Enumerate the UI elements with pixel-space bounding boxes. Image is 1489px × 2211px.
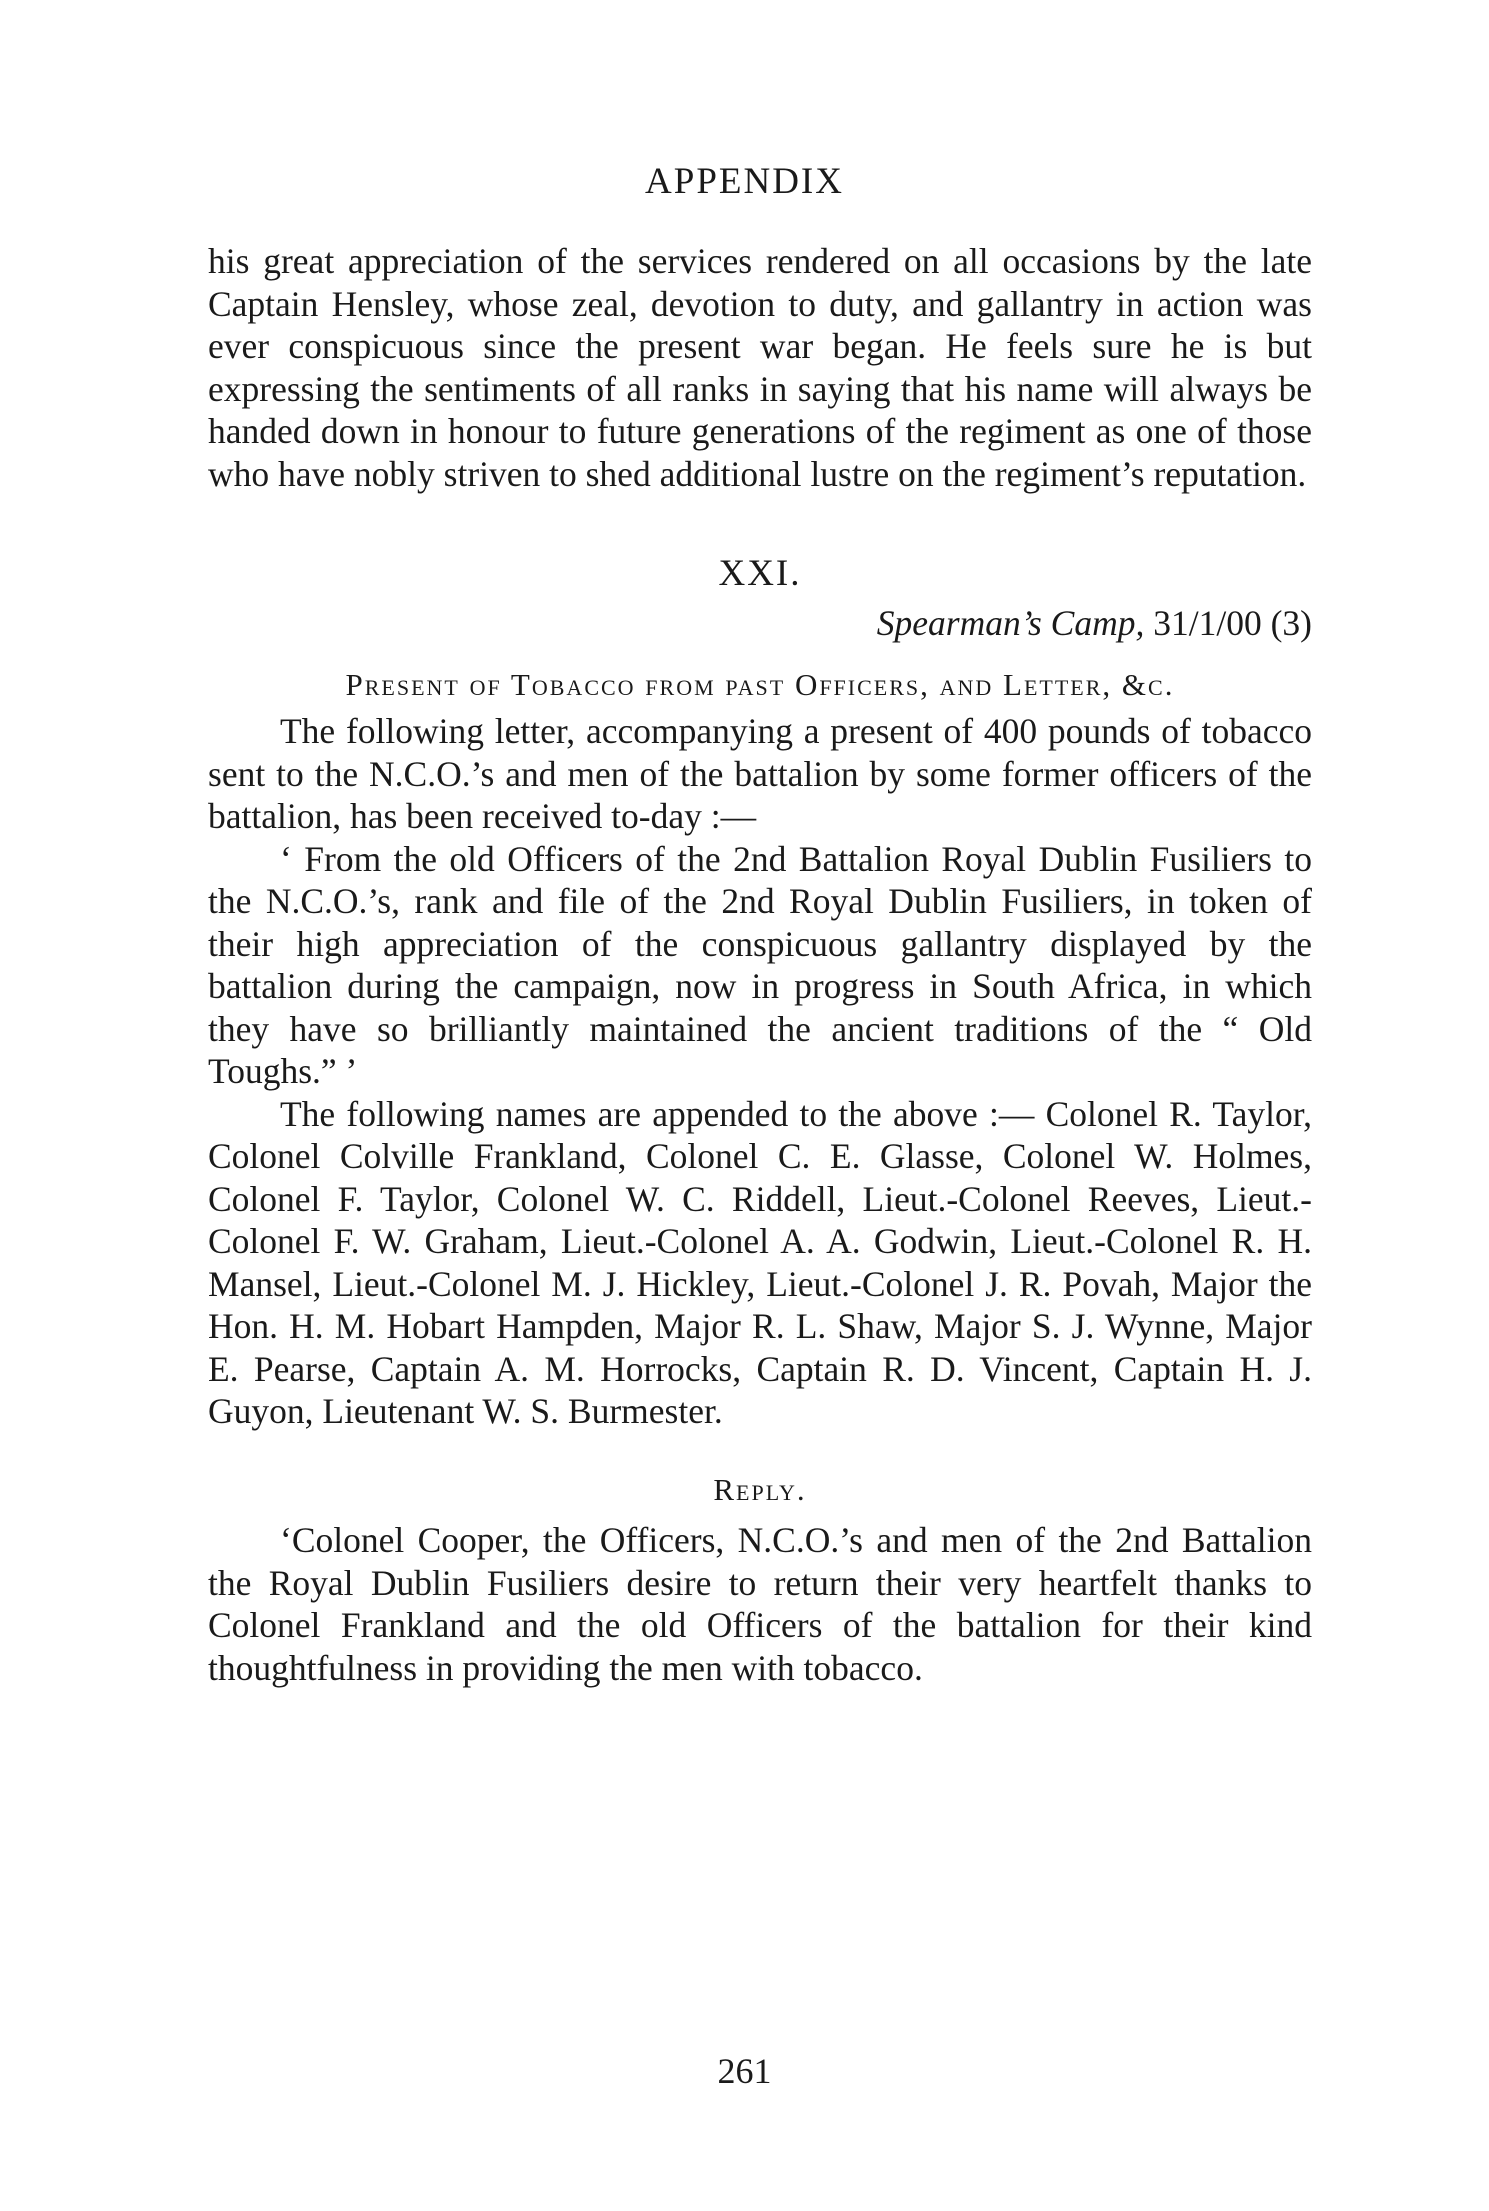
dateline-date: 31/1/00 (3) xyxy=(1144,602,1312,643)
reply-paragraph: ‘Colonel Cooper, the Officers, N.C.O.’s and men of the 2nd Battalion the Royal Dublin Fusiliers desire to return their very heartfelt thanks to Colonel Frankland and the old Officers of the battalion for their kind thoughtfulness in providing the men with tobacco. xyxy=(208,1520,1312,1688)
dateline xyxy=(208,602,1312,645)
section-number: XXI. xyxy=(718,553,802,594)
dateline-place: Spearman’s Camp, xyxy=(876,602,1145,643)
letter-paragraph: ‘ From the old Officers of the 2nd Battalion Royal Dublin Fusiliers to the N.C.O.’s, rank and file of the 2nd Royal Dublin Fusiliers, in token of their high appreciation of the conspicuous gallantry displayed by the battalion during the campaign, now in progress in South Africa, in which they have so brilliantly maintained the ancient traditions of the “ Old Toughs.” ’ xyxy=(208,838,1312,1091)
continuation-paragraph: his great appreciation of the services rendered on all occasions by the late Captain Hensley, whose zeal, devotion to duty, and gallantry in action was ever conspicuous since the present war began. He feels sure he is but expressing the sentiments of all ranks in saying that his name will always be handed down in honour to future generations of the regiment as one of those who have nobly striven to shed additional lustre on the regiment’s reputation. xyxy=(208,241,1312,494)
reply-heading: Reply. xyxy=(713,1471,807,1507)
page-body xyxy=(208,240,1312,1689)
running-head: APPENDIX xyxy=(645,161,844,202)
intro-paragraph: The following letter, accompanying a present of 400 pounds of tobacco sent to the N.C.O.’s and men of the battalion by some former officers of the battalion, has been received to-day :— xyxy=(208,711,1312,836)
page-number: 261 xyxy=(717,2051,772,2091)
section-title: Present of Tobacco from past Officers, and Letter, &c. xyxy=(345,667,1175,702)
names-paragraph: The following names are appended to the above :— Colonel R. Taylor, Colonel Colville Frankland, Colonel C. E. Glasse, Colonel W. Holmes, Colonel F. Taylor, Colonel W. C. Riddell, Lieut.-Colonel Reeves, Lieut.-Colonel F. W. Graham, Lieut.-Colonel A. A. Godwin, Lieut.-Colonel R. H. Mansel, Lieut.-Colonel M. J. Hickley, Lieut.-Colonel J. R. Povah, Major the Hon. H. M. Hobart Hampden, Major R. L. Shaw, Major S. J. Wynne, Major E. Pearse, Captain A. M. Horrocks, Captain R. D. Vincent, Captain H. J. Guyon, Lieutenant W. S. Burmester. xyxy=(208,1093,1312,1431)
